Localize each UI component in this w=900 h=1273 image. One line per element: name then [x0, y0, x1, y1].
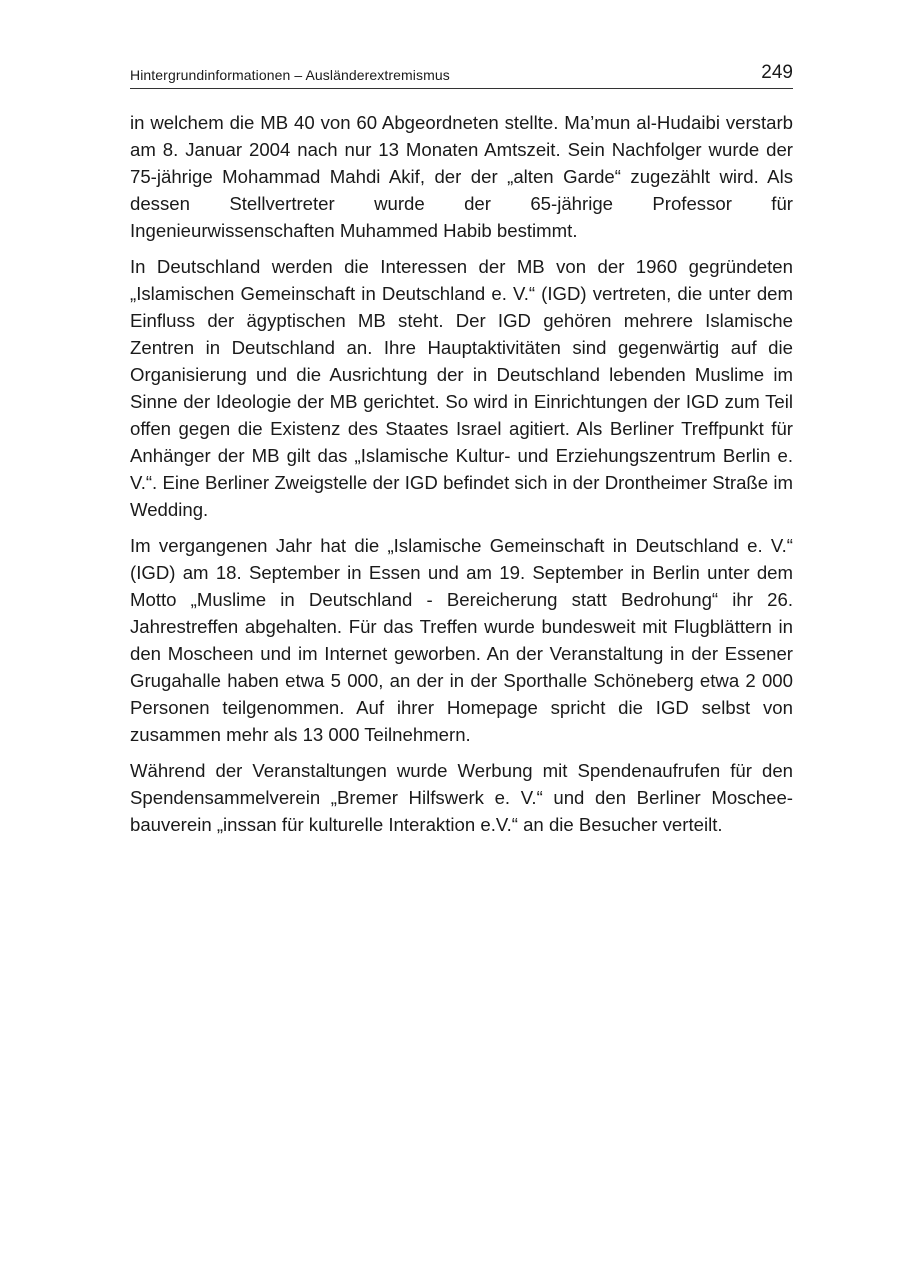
body-text	[130, 109, 793, 847]
page-number: 249	[761, 62, 793, 83]
paragraph: in welchem die MB 40 von 60 Abgeordneten stellte. Ma’mun al-Hudaibi verstarb am 8. Januar 2004 nach nur 13 Monaten Amtszeit. Sein Nachfolger wurde der 75-jährige Mohammad Mahdi Akif, der der „alten Garde“ zugezählt wird. Als dessen Stellvertreter wurde der 65-jährige Professor für Ingenieurwissenschaften Muhammed Habib bestimmt.	[130, 112, 793, 241]
paragraph: Im vergangenen Jahr hat die „Islamische Gemeinschaft in Deutschland e. V.“ (IGD) am 18. September in Essen und am 19. September in Berlin unter dem Motto „Muslime in Deutschland - Bereicherung statt Bedrohung“ ihr 26. Jahrestreffen abgehalten. Für das Treffen wurde bundesweit mit Flugblättern in den Moscheen und im Internet geworben. An der Veranstaltung in der Essener Grugahalle haben etwa 5 000, an der in der Sporthalle Schöneberg etwa 2 000 Personen teilgenommen. Auf ihrer Homepage spricht die IGD selbst von zusammen mehr als 13 000 Teilnehmern.	[130, 535, 793, 745]
header-title: Hintergrundinformationen – Ausländerextremismus	[130, 67, 450, 83]
paragraph: In Deutschland werden die Interessen der MB von der 1960 gegründeten „Islamischen Gemeinschaft in Deutschland e. V.“ (IGD) vertreten, die unter dem Einfluss der ägyptischen MB steht. Der IGD gehören mehrere Islamische Zentren in Deutschland an. Ihre Hauptaktivitäten sind gegenwärtig auf die Organisierung und die Ausrichtung der in Deutschland lebenden Muslime im Sinne der Ideologie der MB gerichtet. So wird in Einrichtungen der IGD zum Teil offen gegen die Existenz des Staates Israel agitiert. Als Berliner Treffpunkt für Anhänger der MB gilt das „Islamische Kultur- und Erziehungszentrum Berlin e. V.“. Eine Berliner Zweigstelle der IGD befindet sich in der Drontheimer Straße im Wedding.	[130, 256, 793, 520]
paragraph: Während der Veranstaltungen wurde Werbung mit Spendenaufrufen für den Spendensammelverein „Bremer Hilfswerk e. V.“ und den Berliner Moscheebauverein „inssan für kulturelle Interaktion e.V.“ an die Besucher verteilt.	[130, 760, 793, 835]
running-header	[130, 60, 793, 89]
